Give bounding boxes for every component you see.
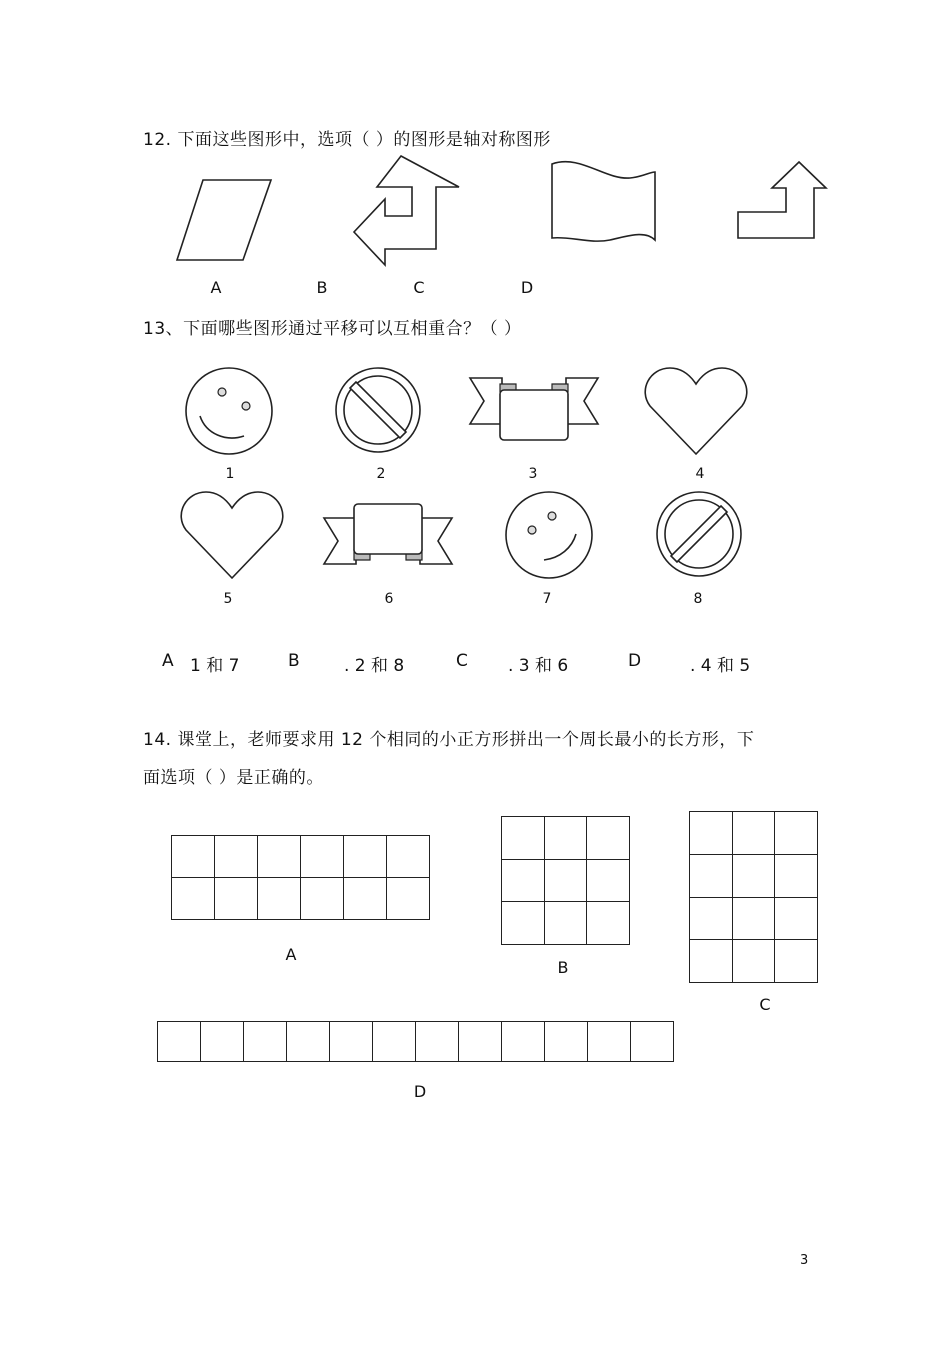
q14-label-c: C xyxy=(759,995,771,1014)
grid-option-d xyxy=(157,1021,674,1062)
grid-square xyxy=(502,902,545,945)
grid-square xyxy=(387,836,430,878)
option-a-text: 1 和 7 xyxy=(190,656,240,676)
grid-square xyxy=(690,897,733,940)
q14-label-b: B xyxy=(557,958,569,977)
smiley-face-icon xyxy=(504,490,594,580)
grid-square xyxy=(215,878,258,920)
option-a-letter: A xyxy=(162,651,174,671)
figure-number-1: 1 xyxy=(225,466,235,482)
grid-square xyxy=(690,812,733,855)
grid-square xyxy=(544,817,587,860)
grid-square xyxy=(732,812,775,855)
grid-square xyxy=(587,902,630,945)
grid-square xyxy=(732,940,775,983)
grid-square xyxy=(373,1022,416,1062)
grid-square xyxy=(258,836,301,878)
grid-square xyxy=(775,897,818,940)
question-14-line-2: 面选项（ ）是正确的。 xyxy=(143,768,324,788)
grid-square xyxy=(588,1022,631,1062)
smiley-face-icon xyxy=(184,366,274,456)
left-up-arrow-figure xyxy=(352,155,462,267)
grid-square xyxy=(172,878,215,920)
page-number: 3 xyxy=(800,1253,809,1268)
grid-square xyxy=(775,854,818,897)
q14-label-d: D xyxy=(413,1082,427,1101)
ribbon-banner-icon xyxy=(322,502,454,568)
grid-square xyxy=(244,1022,287,1062)
grid-square xyxy=(258,878,301,920)
grid-square xyxy=(301,836,344,878)
q14-label-a: A xyxy=(285,945,297,964)
figure-number-8: 8 xyxy=(693,591,703,607)
question-14-line-1: 14. 课堂上，老师要求用 12 个相同的小正方形拼出一个周长最小的长方形，下 xyxy=(143,730,755,750)
heart-icon xyxy=(644,366,748,456)
heart-icon xyxy=(180,490,284,580)
option-d-text: . 4 和 5 xyxy=(690,656,751,676)
grid-square xyxy=(732,854,775,897)
grid-square xyxy=(545,1022,588,1062)
option-c-text: . 3 和 6 xyxy=(508,656,569,676)
grid-square xyxy=(502,1022,545,1062)
parallelogram-figure xyxy=(175,178,275,264)
grid-square xyxy=(502,817,545,860)
grid-square xyxy=(502,859,545,902)
figure-number-7: 7 xyxy=(542,591,552,607)
grid-square xyxy=(690,940,733,983)
grid-square xyxy=(416,1022,459,1062)
grid-square xyxy=(544,859,587,902)
prohibition-sign-icon xyxy=(334,366,422,454)
grid-square xyxy=(158,1022,201,1062)
option-d-letter: D xyxy=(628,651,642,671)
figure-number-5: 5 xyxy=(223,591,233,607)
question-13-text: 13、下面哪些图形通过平移可以互相重合？（ ） xyxy=(143,319,522,339)
wave-flag-figure xyxy=(550,160,658,244)
grid-square xyxy=(215,836,258,878)
grid-option-c xyxy=(689,811,818,983)
option-c-letter: C xyxy=(456,651,468,671)
prohibition-sign-icon xyxy=(655,490,743,578)
grid-option-a xyxy=(171,835,430,920)
question-12-text: 12. 下面这些图形中，选项（ ）的图形是轴对称图形 xyxy=(143,130,551,150)
figure-number-6: 6 xyxy=(384,591,394,607)
grid-square xyxy=(631,1022,674,1062)
grid-square xyxy=(690,854,733,897)
corner-up-arrow-figure xyxy=(736,160,830,242)
grid-square xyxy=(459,1022,502,1062)
figure-number-3: 3 xyxy=(528,466,538,482)
figure-number-4: 4 xyxy=(695,466,705,482)
option-b-text: . 2 和 8 xyxy=(344,656,405,676)
grid-square xyxy=(287,1022,330,1062)
figure-number-2: 2 xyxy=(376,466,386,482)
grid-square xyxy=(732,897,775,940)
grid-square xyxy=(544,902,587,945)
q12-label-b: B xyxy=(316,278,328,297)
grid-square xyxy=(587,817,630,860)
grid-square xyxy=(587,859,630,902)
q12-label-d: D xyxy=(520,278,534,297)
grid-option-b xyxy=(501,816,630,945)
grid-square xyxy=(344,836,387,878)
grid-square xyxy=(344,878,387,920)
grid-square xyxy=(775,812,818,855)
ribbon-banner-icon xyxy=(468,376,600,442)
grid-square xyxy=(330,1022,373,1062)
option-b-letter: B xyxy=(288,651,300,671)
q12-label-a: A xyxy=(210,278,222,297)
q12-label-c: C xyxy=(413,278,425,297)
grid-square xyxy=(387,878,430,920)
grid-square xyxy=(172,836,215,878)
grid-square xyxy=(775,940,818,983)
grid-square xyxy=(301,878,344,920)
grid-square xyxy=(201,1022,244,1062)
